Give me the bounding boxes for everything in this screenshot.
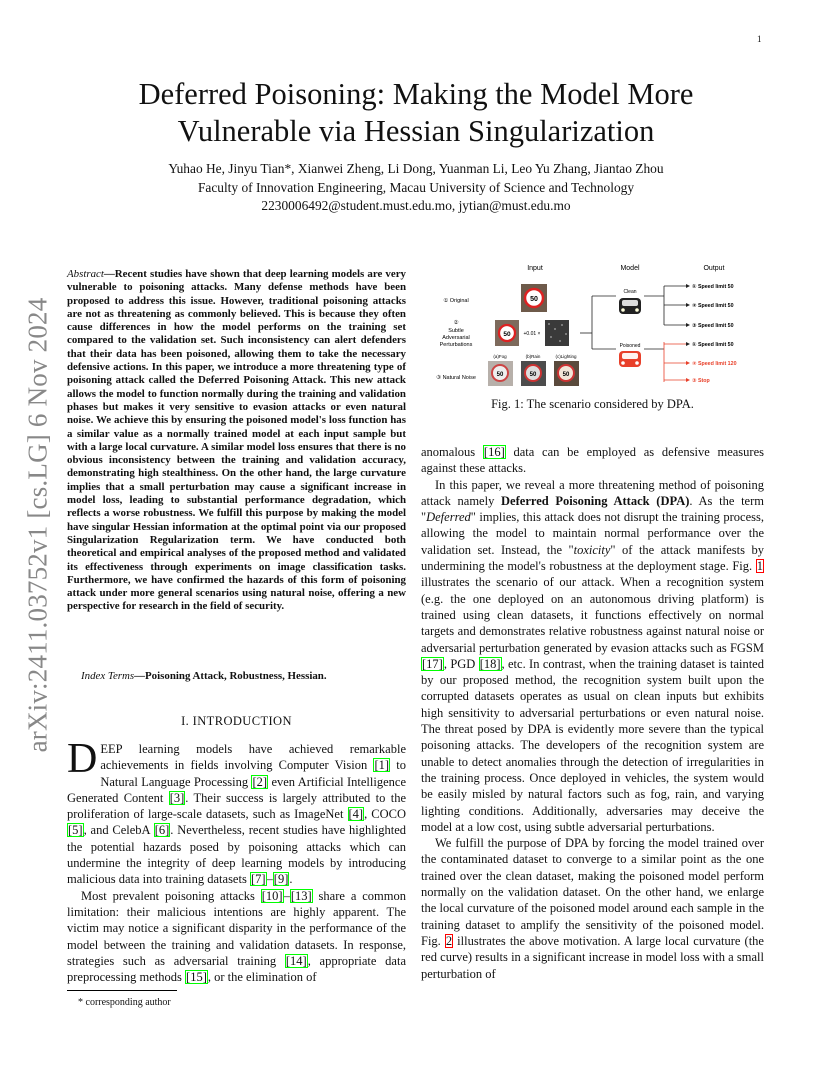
citation-link[interactable]: [5] (68, 823, 83, 838)
text-run: data can be employed as defensive measures against these attacks. (421, 445, 764, 476)
text-run: . (289, 872, 293, 887)
affiliation: Faculty of Innovation Engineering, Macau University of Science and Technology (197, 179, 635, 195)
fig-clean-label: Clean (623, 289, 637, 295)
text-run: In this paper, we reveal a more threatening method of poisoning attack namely (421, 477, 764, 508)
text-run: share a common limitation: their malicious intentions are highly apparent. The victim may notice a significant disparity in the performance of the model between the training and validation datasets. In response, strategies such as adversarial training (67, 888, 406, 968)
citation-link[interactable]: [3] (169, 790, 185, 805)
arrow-heads (686, 284, 690, 346)
sign-label: 50 (530, 296, 538, 303)
text-run: , appropriate data preprocessing methods (67, 953, 406, 985)
index-terms-label: Index Terms (81, 670, 135, 682)
index-terms (67, 670, 406, 683)
figure-ref-link[interactable]: 1 (756, 559, 763, 574)
fig-row-original: ① Original (443, 298, 469, 304)
citation-link[interactable]: [9] (273, 872, 289, 887)
text-run: " implies, this attack does not disrupt the training process, allowing the model to maintain normal performance over the validation set. Instead, the " (421, 510, 764, 557)
car-poisoned-icon (619, 351, 641, 367)
sign-image-rain (521, 361, 546, 386)
text-run: , COCO (364, 807, 406, 822)
sign-image-adv-base (495, 320, 519, 346)
term-deferred: Deferred (426, 510, 471, 525)
fig-sub-lighting: (c)Lighting (555, 354, 577, 359)
author-list: Yuhao He, Jinyu Tian*, Xianwei Zheng, Li Dong, Yuanman Li, Leo Yu Zhang, Jiantao Zhou (168, 161, 664, 176)
citation-link[interactable]: [7] (250, 872, 266, 887)
text-run: . Nevertheless, recent studies have highlighted the potential hazards posed by poisoning attacks which can undermine the integrity of deep learning models by introducing malicious data into training datasets (67, 823, 406, 887)
paper-title (90, 76, 742, 150)
title-line-2: Vulnerable via Hessian Singularization (177, 114, 655, 148)
footnote: * corresponding author (78, 997, 171, 1008)
arxiv-stamp (18, 285, 58, 765)
abstract-text: —Recent studies have shown that deep learning models are very vulnerable to poisoning attacks. Many defense methods have been proposed to address this issue. However, traditional poisoning attacks are not as threatening as commonly believed. This is because they often cause differences in how the model performs on the training set compared to the validation set. Such inconsistency can alert defenders that their data has been poisoned, allowing them to take the necessary defensive actions. In this paper, we introduce a more threatening type of poisoning attack called the Deferred Poisoning Attack. This new attack allows the model to function normally during the training and validation phases but makes it very sensitive to evasion attacks or even natural noise. We achieve this by ensuring the poisoned model's loss function has a similar value as a normally trained model at each input sample but with a large local curvature. A similar model loss ensures that there is no obvious inconsistency between the training and validation accuracy, demonstrating high stealthiness. On the other hand, the large curvature implies that a small perturbation may cause a significant increase in model loss, leading to substantial performance degradation, which reflects a worse robustness. We fulfill this purpose by making the model have singular Hessian information at the optimal point via our proposed Singularization Regularization term. We have conducted both theoretical and empirical analyses of the proposed method and validated its effectiveness through experiments on image classification tasks. Furthermore, we have confirmed the hazards of this form of poisoning attack under more general scenarios using natural noise, offering a new perspective for research in the field of security. (67, 268, 406, 613)
sign-image-lighting (554, 361, 579, 386)
dpa-term: Deferred Poisoning Attack (DPA) (501, 493, 690, 508)
citation-link[interactable]: [18] (479, 656, 501, 671)
emails: 2230006492@student.must.edu.mo, jytian@must.edu.mo (261, 198, 571, 213)
fig-out-2: ② Speed limit 50 (692, 303, 734, 309)
text-run: to Natural Language Processing (100, 758, 406, 789)
abstract-label: Abstract (67, 268, 104, 280)
fig-connectors (580, 286, 686, 349)
citation-link[interactable]: [10] (261, 888, 283, 903)
intro-paragraph-1 (67, 736, 407, 888)
fig-sub-rain: (b)Rain (525, 354, 541, 359)
citation-link[interactable]: [16] (483, 445, 505, 459)
citation-link[interactable]: [2] (252, 774, 268, 789)
right-paragraph-1 (421, 444, 764, 477)
sign-label: 50 (496, 372, 504, 378)
text-run: , PGD (443, 656, 479, 671)
footnote-rule (67, 990, 177, 991)
index-terms-text: —Poisoning Attack, Robustness, Hessian. (134, 670, 327, 682)
text-run: illustrates the above motivation. A large local curvature (the red curve) results in a significant increase in model loss with a small perturbation of (421, 933, 764, 981)
citation-link[interactable]: [1] (374, 758, 390, 773)
fig-out-3: ③ Speed limit 50 (692, 323, 734, 329)
car-clean-icon (619, 298, 641, 314)
intro-paragraph-2 (67, 888, 406, 986)
title-line-1: Deferred Poisoning: Making the Model More (138, 77, 694, 111)
sign-image-original (521, 284, 547, 312)
figure-1 (420, 258, 765, 393)
figure-ref-link[interactable]: 2 (445, 933, 453, 948)
intro-column (67, 736, 407, 985)
citation-link[interactable]: [6] (154, 823, 170, 838)
section-heading: I. INTRODUCTION (181, 714, 292, 728)
arxiv-stamp-text: arXiv:2411.03752v1 [cs.LG] 6 Nov 2024 (22, 297, 53, 753)
fig-out-5: ② Speed limit 120 (692, 361, 737, 367)
sign-label: 50 (503, 331, 511, 338)
text-run: anomalous (421, 445, 483, 459)
text-run: Most prevalent poisoning attacks (81, 888, 261, 903)
fig-out-1: ① Speed limit 50 (692, 284, 734, 290)
text-run: illustrates the scenario of our attack. When a recognition system (e.g. the one deployed on an autonomous driving platform) is trained using clean datasets, it functions effectively on normal targets and demonstrates relative robustness against natural noise or adversarial perturbation generated by evasion attacks such as FGSM (421, 575, 764, 655)
fig-row2-perturbations: Perturbations (439, 342, 473, 348)
fig-row-natural-noise: ③ Natural Noise (436, 375, 476, 381)
fig-row2-subtle: Subtle (448, 328, 464, 334)
author-block (90, 160, 742, 216)
fig-sub-fog: (a)Fog (493, 354, 507, 359)
text-run: EEP learning models have achieved remarkable achievements in fields involving Computer Vision (100, 742, 406, 773)
fig-row2-adversarial: Adversarial (442, 335, 470, 341)
text-run: even Artificial Intelligence Generated Content (67, 774, 406, 805)
fig-row2-num: ② (453, 320, 459, 326)
text-run: . As the term " (421, 493, 764, 525)
citation-link[interactable]: [13] (290, 888, 312, 903)
sign-label: 50 (529, 372, 537, 378)
citation-link[interactable]: [15] (186, 970, 207, 985)
citation-link[interactable]: [4] (348, 807, 364, 822)
fig-connectors-red (664, 342, 686, 382)
arrow-heads-red (686, 361, 690, 382)
citation-link[interactable]: [14] (285, 953, 307, 968)
text-run: , and CelebA (83, 823, 154, 838)
citation-link[interactable]: [17] (422, 656, 443, 671)
sign-label: 50 (562, 372, 570, 378)
fig-out-4: ① Speed limit 50 (692, 342, 734, 348)
page-number: 1 (757, 34, 762, 44)
text-run: – (283, 888, 290, 903)
fig-plus-noise: +0.01 × (523, 331, 541, 337)
right-column (421, 444, 764, 982)
drop-cap: D (67, 736, 98, 782)
right-paragraph-3 (421, 835, 764, 982)
text-run: " of the attack manifests by undermining the model's robustness at the deployment stage. Fig. (421, 542, 764, 574)
text-run: . Their success is largely attributed to the proliferation of large-scale datasets, such as ImageNet (67, 790, 407, 822)
fig-col-input: Input (527, 265, 543, 272)
fig-poisoned-label: Poisoned (619, 343, 641, 349)
text-run: We fulfill the purpose of DPA by forcing the model trained over the contaminated dataset to converge to a similar point as the one trained over the clean dataset, making the poisoned model perform normally on the validation dataset. On the other hand, we enlarge the local curvature of the poisoned model around each sample in the training dataset to amplify the sensitivity of the poisoned model. Fig. (421, 836, 764, 948)
fig-col-output: Output (703, 265, 725, 272)
abstract (67, 268, 406, 614)
term-toxicity: toxicity (573, 542, 611, 557)
right-paragraph-2 (421, 477, 764, 836)
figure-caption: Fig. 1: The scenario considered by DPA. (491, 397, 694, 411)
text-run: – (266, 872, 273, 887)
text-run: , or the elimination of (207, 970, 317, 985)
fig-out-6: ③ Stop (692, 378, 710, 384)
text-run: , etc. In contrast, when the training dataset is tainted by our proposed method, the recognition system built upon the corrupted datasets operates as usual on clean inputs but exhibits high sensitivity to adversarial perturbations or even natural noise. The threat posed by DPA is evidently more severe than the typical poisoning attacks. The developers of the recognition system are unable to detect anomalies through the detection of irregularities in the training process. Once deployed in vehicles, the system would be easily misled by natural factors such as fog, rain, and varying lighting conditions. Additionally, adversaries may deceive the model at a low cost, using subtle adversarial perturbations. (421, 656, 764, 834)
sign-image-fog (488, 361, 513, 386)
fig-col-model: Model (620, 265, 640, 272)
